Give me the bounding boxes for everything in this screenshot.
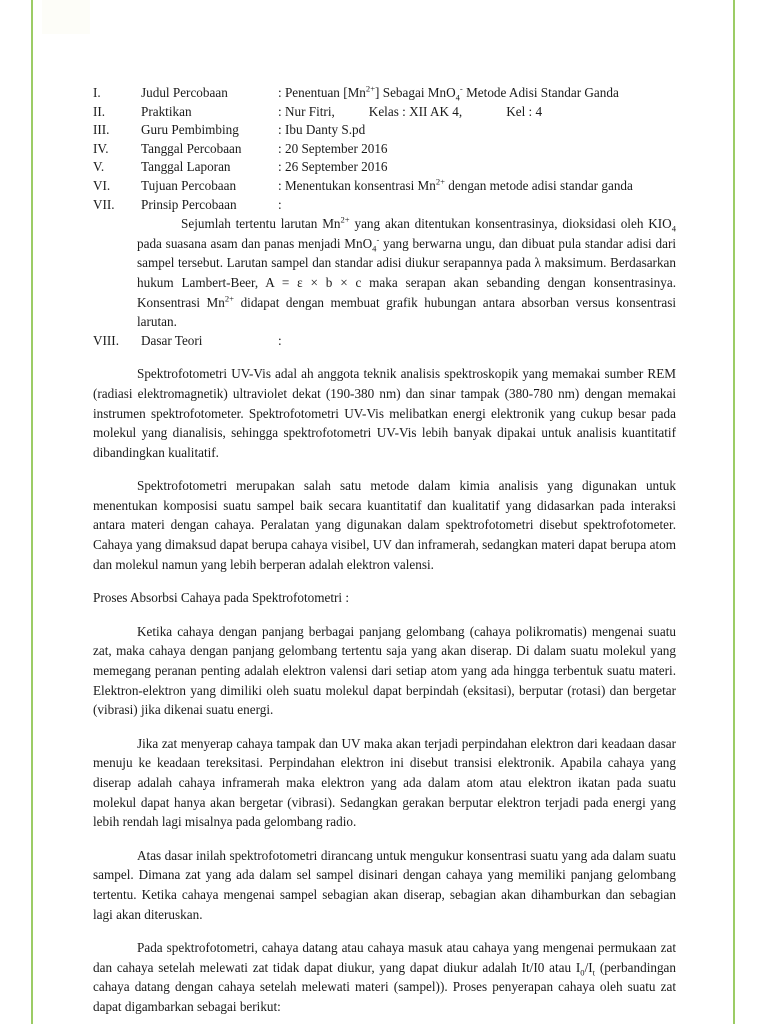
meta-row-tanggal-percobaan <box>93 140 676 159</box>
meta-value-dasar-teori-colon: : <box>278 332 282 348</box>
meta-label: Prinsip Percobaan <box>141 196 237 212</box>
title-superscript-minus: - <box>459 83 463 94</box>
page-border-right-rule <box>733 0 735 1024</box>
final-part-2: /I <box>584 959 593 975</box>
prinsip-part-4: yang berwarna ungu, dan dibuat pula standar adisi dari sampel tersebut. Larutan sampel dan standar adisi diukur serapannya pada λ maksimum. Berdasarkan hukum Lambert-Beer, A = ε × b × c maka serapan akan sebanding dengan konsentrasinya. Konsentrasi Mn <box>137 235 676 310</box>
meta-row-prinsip-percobaan <box>93 196 676 215</box>
meta-numeral: V. <box>93 159 105 175</box>
tanggal-percobaan-colon: : <box>278 140 282 156</box>
prinsip-part-3: pada suasana asam dan panas menjadi MnO <box>137 235 373 251</box>
meta-label: Dasar Teori <box>141 332 203 348</box>
prinsip-subscript-mno4: 4 <box>372 243 377 254</box>
meta-numeral: II. <box>93 103 106 119</box>
meta-value-prinsip-colon: : <box>278 196 282 212</box>
title-part-1: : Penentuan [Mn <box>278 85 366 100</box>
page-border-left-rule <box>31 0 33 1024</box>
praktikan-name: Nur Fitri, <box>284 103 335 119</box>
meta-value-tujuan <box>278 177 676 196</box>
meta-row-tanggal-laporan <box>93 158 676 177</box>
theory-paragraph-6-absorption <box>93 938 676 1016</box>
tanggal-laporan-colon: : <box>278 159 282 175</box>
meta-value-judul <box>278 84 676 103</box>
meta-label: Tanggal Percobaan <box>141 140 242 156</box>
title-superscript-charge: 2+ <box>365 83 376 94</box>
meta-label: Tanggal Laporan <box>141 159 231 175</box>
tujuan-part-2: dengan metode adisi standar ganda <box>445 177 633 193</box>
meta-row-guru-pembimbing <box>93 121 676 140</box>
theory-subheading-absorbsi: Proses Absorbsi Cahaya pada Spektrofotometri : <box>93 590 350 606</box>
praktikan-colon: : <box>278 103 282 119</box>
final-subscript-t: t <box>592 967 596 978</box>
tujuan-part-1: : Menentukan konsentrasi Mn <box>278 177 436 193</box>
prinsip-percobaan-paragraph <box>137 214 676 332</box>
theory-paragraph-1: Spektrofotometri UV-Vis adal ah anggota teknik analisis spektroskopik yang memakai sumber REM (radiasi elektromagnetik) ultraviolet dekat (190-380 nm) dan sinar tampak (380-780 nm) dengan memakai instrumen spektrofotometer. Spektrofotometri UV-Vis melibatkan energi elektronik yang cukup besar pada molekul yang dianalisis, sehingga spektrofotometri UV-Vis lebih banyak dipakai untuk analisis kuantitatif dibandingkan kualitatif. <box>93 366 676 460</box>
theory-paragraph-2: Spektrofotometri merupakan salah satu metode dalam kimia analisis yang digunakan untuk menentukan komposisi suatu sampel baik secara kuantitatif dan kualitatif yang didasarkan pada interaksi antara materi dengan cahaya. Peralatan yang digunakan dalam spektrofotometri disebut spektrofotometer. Cahaya yang dimaksud dapat berupa cahaya visibel, UV dan inframerah, sedangkan materi dapat berupa atom dan molekul namun yang lebih berperan adalah elektron valensi. <box>93 478 676 572</box>
dasar-teori-heading-wrapper <box>93 332 676 351</box>
meta-numeral: IV. <box>93 140 109 156</box>
meta-numeral: VIII. <box>93 332 119 348</box>
theory-paragraph-3: Ketika cahaya dengan panjang berbagai panjang gelombang (cahaya polikromatis) mengenai suatu zat, maka cahaya dengan panjang gelombang tertentu saja yang akan diserap. Di dalam suatu molekul yang memegang peranan penting adalah elektron valensi dari setiap atom yang ada hingga terbentuk suatu materi. Elektron-elektron yang dimiliki oleh suatu molekul dapat berpindah (eksitasi), berputar (rotasi) dan bergetar (vibrasi) jika dikenai suatu energi. <box>93 623 676 718</box>
prinsip-superscript-charge-2: 2+ <box>224 293 235 304</box>
praktikan-class: Kelas : XII AK 4, <box>368 103 463 119</box>
final-part-3: (perbandingan cahaya datang dengan cahaya setelah melewati materi (sampel)). Proses penyerapan cahaya oleh suatu zat dapat digambarkan sebagai berikut: <box>93 959 676 1014</box>
meta-numeral: III. <box>93 122 110 138</box>
meta-row-dasar-teori <box>93 332 676 351</box>
meta-row-praktikan <box>93 103 676 122</box>
meta-value-praktikan <box>278 103 676 122</box>
title-subscript-four: 4 <box>455 92 460 103</box>
prinsip-superscript-charge-1: 2+ <box>340 214 350 225</box>
prinsip-subscript-kio4: 4 <box>671 223 676 234</box>
theory-paragraph-5: Atas dasar inilah spektrofotometri dirancang untuk mengukur konsentrasi suatu yang ada dalam suatu sampel. Dimana zat yang ada dalam sel sampel disinari dengan cahaya yang memiliki panjang gelombang tertentu. Ketika cahaya mengenai sampel sebagian akan diserap, sebagian akan dihamburkan dan sebagian lagi akan diteruskan. <box>93 847 676 922</box>
report-header-list <box>93 84 676 214</box>
meta-numeral: VII. <box>93 196 115 212</box>
prinsip-part-1: Sejumlah tertentu larutan Mn <box>181 216 341 232</box>
tujuan-superscript-charge: 2+ <box>435 176 445 187</box>
prinsip-superscript-minus: - <box>376 234 380 245</box>
meta-label: Judul Percobaan <box>141 85 228 100</box>
document-page <box>93 0 676 1024</box>
tanggal-percobaan-date: 20 September 2016 <box>284 140 388 156</box>
meta-label: Tujuan Percobaan <box>141 177 237 193</box>
top-margin-spacer <box>93 0 676 84</box>
final-subscript-zero: 0 <box>580 967 585 978</box>
meta-value-guru <box>278 121 676 140</box>
guru-colon: : <box>278 122 282 138</box>
title-part-3: Metode Adisi Standar Ganda <box>462 85 619 100</box>
final-part-1: Pada spektrofotometri, cahaya datang atau cahaya masuk atau cahaya yang mengenai permukaan zat dan cahaya setelah melewati zat tidak dapat diukur, yang dapat diukur adalah It/I0 atau I <box>93 940 676 975</box>
meta-row-tujuan-percobaan <box>93 177 676 196</box>
guru-name: Ibu Danty S.pd <box>284 122 366 138</box>
tanggal-laporan-date: 26 September 2016 <box>284 159 388 175</box>
meta-row-judul-percobaan <box>93 84 676 103</box>
prinsip-part-2: yang akan ditentukan konsentrasinya, dioksidasi oleh KIO <box>349 216 672 232</box>
meta-numeral: VI. <box>93 177 111 193</box>
title-part-2: ] Sebagai MnO <box>375 85 456 100</box>
meta-label: Guru Pembimbing <box>141 122 239 138</box>
theory-paragraph-4: Jika zat menyerap cahaya tampak dan UV maka akan terjadi perpindahan elektron dari keadaan dasar menuju ke keadaan tereksitasi. Perpindahan elektron ini disebut transisi elektronik. Apabila cahaya yang diserap adalah cahaya inframerah maka elektron yang ada dalam atom atau elektron ikatan pada suatu molekul dapat hanya akan bergetar (vibrasi). Sedangkan gerakan berputar elektron terjadi pada energi yang lebih rendah lagi misalnya pada gelombang radio. <box>93 735 676 830</box>
meta-value-tanggal-percobaan <box>278 140 676 159</box>
prinsip-part-5: didapat dengan membuat grafik hubungan antara absorban versus konsentrasi larutan. <box>137 294 676 330</box>
scan-artifact <box>42 0 90 34</box>
praktikan-group: Kel : 4 <box>506 103 543 119</box>
meta-label: Praktikan <box>141 103 192 119</box>
meta-value-tanggal-laporan <box>278 158 676 177</box>
meta-numeral: I. <box>93 85 101 100</box>
